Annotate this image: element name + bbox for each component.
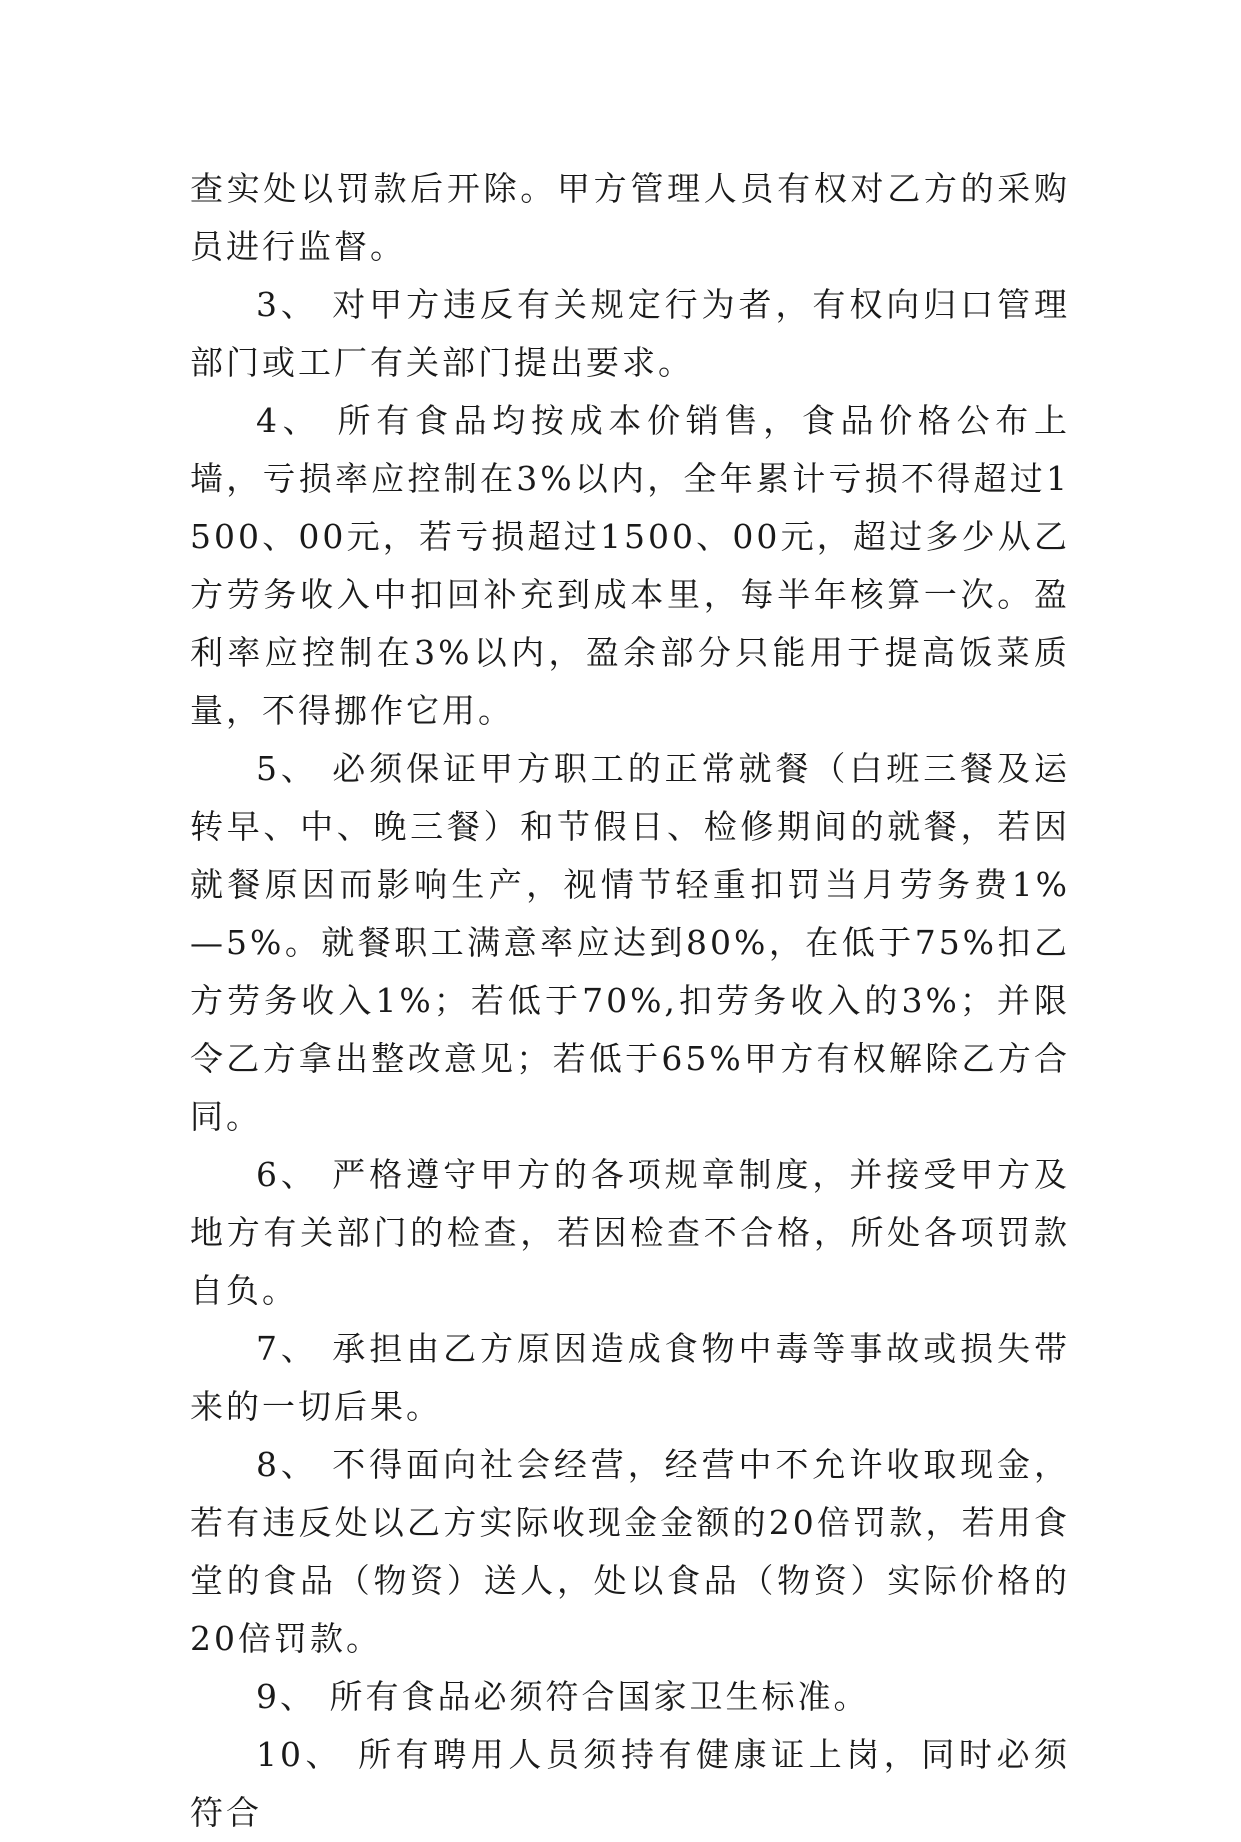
document-body bbox=[190, 160, 1070, 1842]
clause-4: 4、 所有食品均按成本价销售，食品价格公布上墙，亏损率应控制在3%以内，全年累计亏损不得超过1500、00元，若亏损超过1500、00元，超过多少从乙方劳务收入中扣回补充到成本里，每半年核算一次。盈利率应控制在3%以内，盈余部分只能用于提高饭菜质量，不得挪作它用。 bbox=[190, 401, 1070, 730]
paragraph-continuation: 查实处以罚款后开除。甲方管理人员有权对乙方的采购员进行监督。 bbox=[190, 169, 1070, 266]
clause-6: 6、 严格遵守甲方的各项规章制度，并接受甲方及地方有关部门的检查，若因检查不合格，所处各项罚款自负。 bbox=[190, 1155, 1070, 1310]
clause-8: 8、 不得面向社会经营，经营中不允许收取现金，若有违反处以乙方实际收现金金额的20倍罚款，若用食堂的食品（物资）送人，处以食品（物资）实际价格的20倍罚款。 bbox=[190, 1445, 1070, 1658]
clause-10: 10、 所有聘用人员须持有健康证上岗，同时必须符合 bbox=[190, 1735, 1070, 1832]
clause-3: 3、 对甲方违反有关规定行为者，有权向归口管理部门或工厂有关部门提出要求。 bbox=[190, 285, 1070, 382]
clause-9: 9、 所有食品必须符合国家卫生标准。 bbox=[256, 1677, 870, 1716]
clause-5: 5、 必须保证甲方职工的正常就餐（白班三餐及运转早、中、晚三餐）和节假日、检修期间的就餐，若因就餐原因而影响生产，视情节轻重扣罚当月劳务费1%—5%。就餐职工满意率应达到80%，在低于75%扣乙方劳务收入1%；若低于70%,扣劳务收入的3%；并限令乙方拿出整改意见；若低于65%甲方有权解除乙方合同。 bbox=[190, 749, 1070, 1136]
clause-7: 7、 承担由乙方原因造成食物中毒等事故或损失带来的一切后果。 bbox=[190, 1329, 1070, 1426]
